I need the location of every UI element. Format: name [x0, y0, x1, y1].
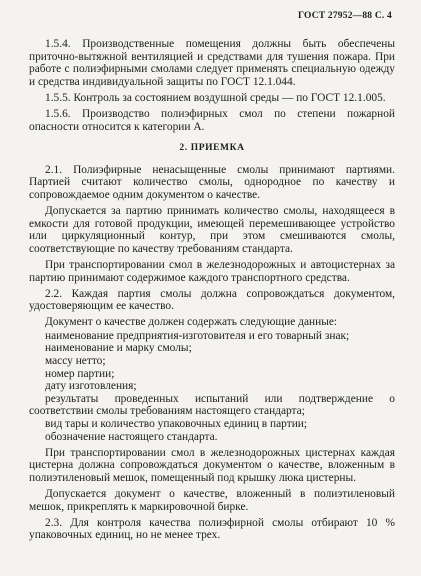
document-body: [29, 38, 395, 545]
list-item: обозначение настоящего стандарта.: [45, 430, 218, 443]
paragraph-1-5-4: 1.5.4. Производственные помещения должны быть обеспечены приточно-вытяжной вентиляцией и средствами для тушения пожара. При работе с полиэфирными смолами следует применять специальную одежду и средства индивидуальной защиты по ГОСТ 12.1.044.: [29, 38, 395, 88]
paragraph-document-contents: Документ о качестве должен содержать следующие данные:: [45, 316, 338, 329]
page-header: ГОСТ 27952—88 С. 4: [298, 11, 392, 21]
paragraph-rail-tank-document: При транспортировании смол в железнодорожных цистернах каждая цистерна должна сопровождаться документом о качестве, вложенным в полиэтиленовый мешок, помещенный под крышку люка цистерны.: [29, 446, 395, 484]
paragraph-2-2: 2.2. Каждая партия смолы должна сопровождаться документом, удостоверяющим ее качество.: [29, 287, 395, 313]
paragraph-1-5-6: 1.5.6. Производство полиэфирных смол по степени пожарной опасности относится к категории А.: [29, 107, 395, 133]
list-item: наименование и марку смолы;: [45, 342, 192, 355]
list-item: наименование предприятия-изготовителя и его товарный знак;: [45, 329, 350, 342]
paragraph-batch-tank: Допускается за партию принимать количество смолы, находящееся в емкости для готовой продукции, имеющей перемешивающее устройство или циркуляционный контур, при этом смешиваются смолы, соответствующие по качеству требованиям стандарта.: [29, 205, 395, 255]
paragraph-1-5-5: 1.5.5. Контроль за состоянием воздушной среды — по ГОСТ 12.1.005.: [45, 91, 386, 104]
list-item: массу нетто;: [45, 355, 106, 368]
section-title: 2. ПРИЕМКА: [179, 143, 245, 154]
list-item: результаты проведенных испытаний или подтверждение о соответствии смолы требованиям настоящего стандарта;: [29, 392, 395, 418]
document-contents-list: [29, 330, 395, 443]
list-item: вид тары и количество упаковочных единиц в партии;: [45, 418, 308, 431]
paragraph-document-tag: Допускается документ о качестве, вложенный в полиэтиленовый мешок, прикреплять к маркировочной бирке.: [29, 488, 395, 513]
list-item: номер партии;: [45, 367, 115, 380]
paragraph-2-3: 2.3. Для контроля качества полиэфирной смолы отбирают 10 % упаковочных единиц, но не менее трех.: [29, 516, 395, 542]
paragraph-2-1: 2.1. Полиэфирные ненасыщенные смолы принимают партиями. Партией считают количество смолы, однородное по качеству и сопровождаемое одним документом о качестве.: [29, 163, 395, 201]
paragraph-batch-transport: При транспортировании смол в железнодорожных и автоцистернах за партию принимают содержимое каждого транспортного средства.: [29, 258, 395, 284]
list-item: дату изготовления;: [45, 380, 137, 393]
